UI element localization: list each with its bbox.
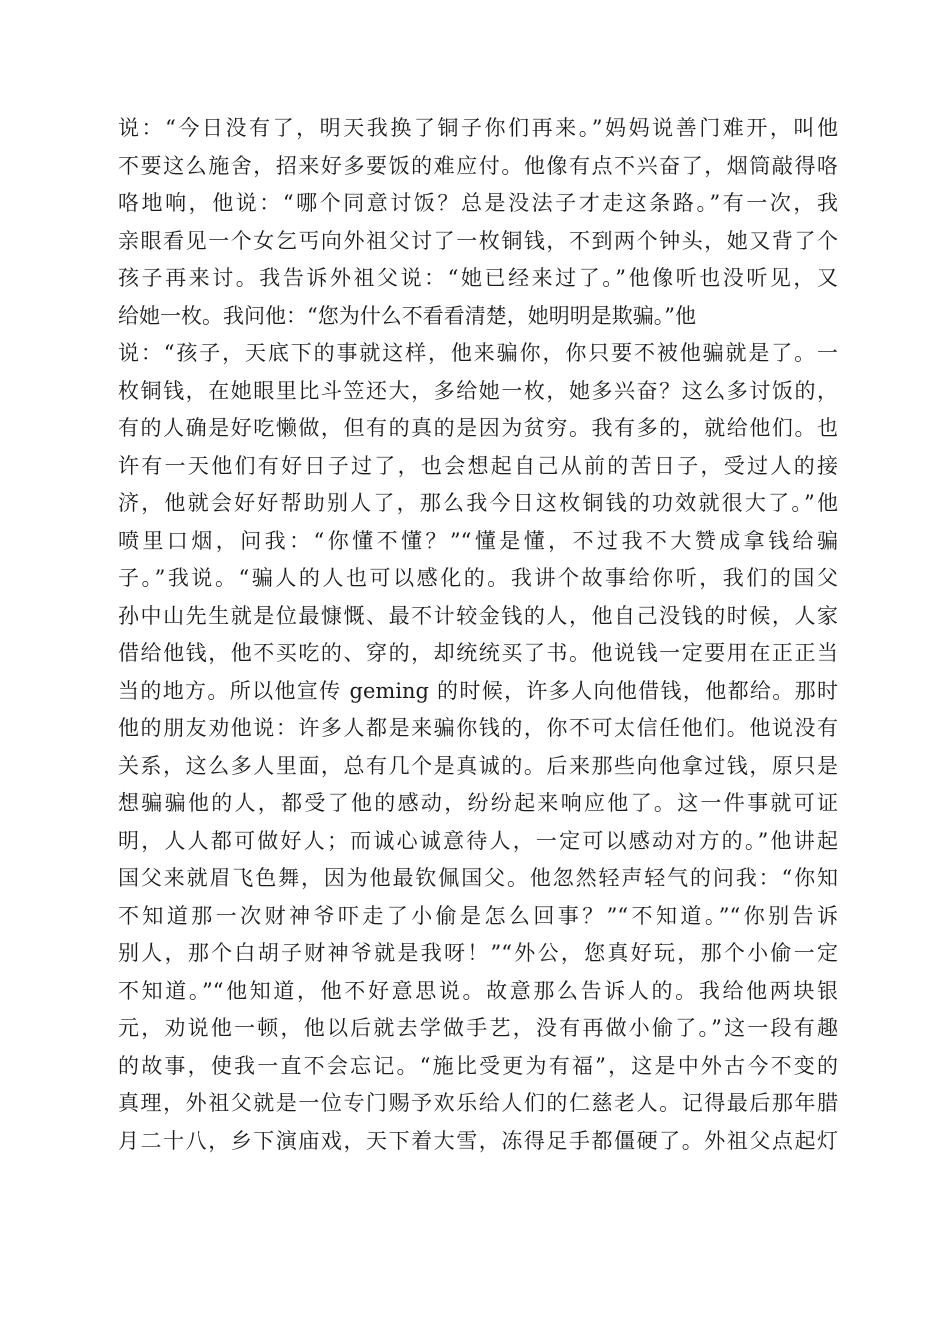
text-line: 国父来就眉飞色舞，因为他最钦佩国父。他忽然轻声轻气的问我：“你知 <box>118 866 838 890</box>
text-line: 亲眼看见一个女乞丐向外祖父讨了一枚铜钱，不到两个钟头，她又背了个 <box>118 228 838 253</box>
text-line: 不知道那一次财神爷吓走了小偷是怎么回事？”“不知道。”“你别告诉 <box>118 903 838 928</box>
text-line: 不要这么施舍，招来好多要饭的难应付。他像有点不兴奋了，烟筒敲得咯 <box>118 153 838 178</box>
text-line: 给她一枚。我问他：“您为什么不看看清楚，她明明是欺骗。”他 <box>118 303 696 328</box>
text-line: 别人，那个白胡子财神爷就是我呀！”“外公，您真好玩，那个小偷一定 <box>118 941 838 965</box>
text-line: 月二十八，乡下演庙戏，天下着大雪，冻得足手都僵硬了。外祖父点起灯 <box>118 1128 838 1153</box>
body-text <box>118 110 838 1160</box>
text-line: 孙中山先生就是位最慷慨、最不计较金钱的人，他自己没钱的时候，人家 <box>118 603 838 628</box>
text-line: 不知道。”“他知道，他不好意思说。故意那么告诉人的。我给他两块银 <box>118 978 838 1003</box>
text-line: 喷里口烟，问我：“你懂不懂？”“懂是懂，不过我不大赞成拿钱给骗 <box>118 528 838 553</box>
text-line: 枚铜钱，在她眼里比斗笠还大，多给她一枚，她多兴奋？这么多讨饭的， <box>118 378 838 403</box>
text-line: 他的朋友劝他说：许多人都是来骗你钱的，你不可太信任他们。他说没有 <box>118 716 838 740</box>
text-line: 真理，外祖父就是一位专门赐予欢乐给人们的仁慈老人。记得最后那年腊 <box>118 1091 838 1115</box>
text-line: 的故事，使我一直不会忘记。“施比受更为有福”，这是中外古今不变的 <box>118 1053 838 1078</box>
text-line: 想骗骗他的人，都受了他的感动，纷纷起来响应他了。这一件事就可证 <box>118 791 838 815</box>
text-line: 当的地方。所以他宣传 geming 的时候，许多人向他借钱，他都给。那时 <box>118 678 838 703</box>
text-line: 济，他就会好好帮助别人了，那么我今日这枚铜钱的功效就很大了。”他 <box>118 491 838 515</box>
text-line: 借给他钱，他不买吃的、穿的，却统统买了书。他说钱一定要用在正正当 <box>118 641 838 665</box>
text-line: 明，人人都可做好人；而诚心诚意待人，一定可以感动对方的。”他讲起 <box>118 828 838 853</box>
text-line: 说：“孩子，天底下的事就这样，他来骗你，你只要不被他骗就是了。一 <box>118 341 838 365</box>
text-line: 许有一天他们有好日子过了，也会想起自己从前的苦日子，受过人的接 <box>118 453 838 478</box>
text-line: 元，劝说他一顿，他以后就去学做手艺，没有再做小偷了。”这一段有趣 <box>118 1016 838 1040</box>
text-line: 关系，这么多人里面，总有几个是真诚的。后来那些向他拿过钱，原只是 <box>118 753 838 778</box>
text-line: 说：“今日没有了，明天我换了铜子你们再来。”妈妈说善门难开，叫他 <box>118 116 838 140</box>
text-line: 孩子再来讨。我告诉外祖父说：“她已经来过了。”他像听也没听见，又 <box>118 266 838 290</box>
text-line: 咯地响，他说：“哪个同意讨饭？总是没法子才走这条路。”有一次，我 <box>118 191 838 215</box>
text-line: 有的人确是好吃懒做，但有的真的是因为贫穷。我有多的，就给他们。也 <box>118 416 838 440</box>
text-line: 子。”我说。“骗人的人也可以感化的。我讲个故事给你听，我们的国父 <box>118 566 838 590</box>
